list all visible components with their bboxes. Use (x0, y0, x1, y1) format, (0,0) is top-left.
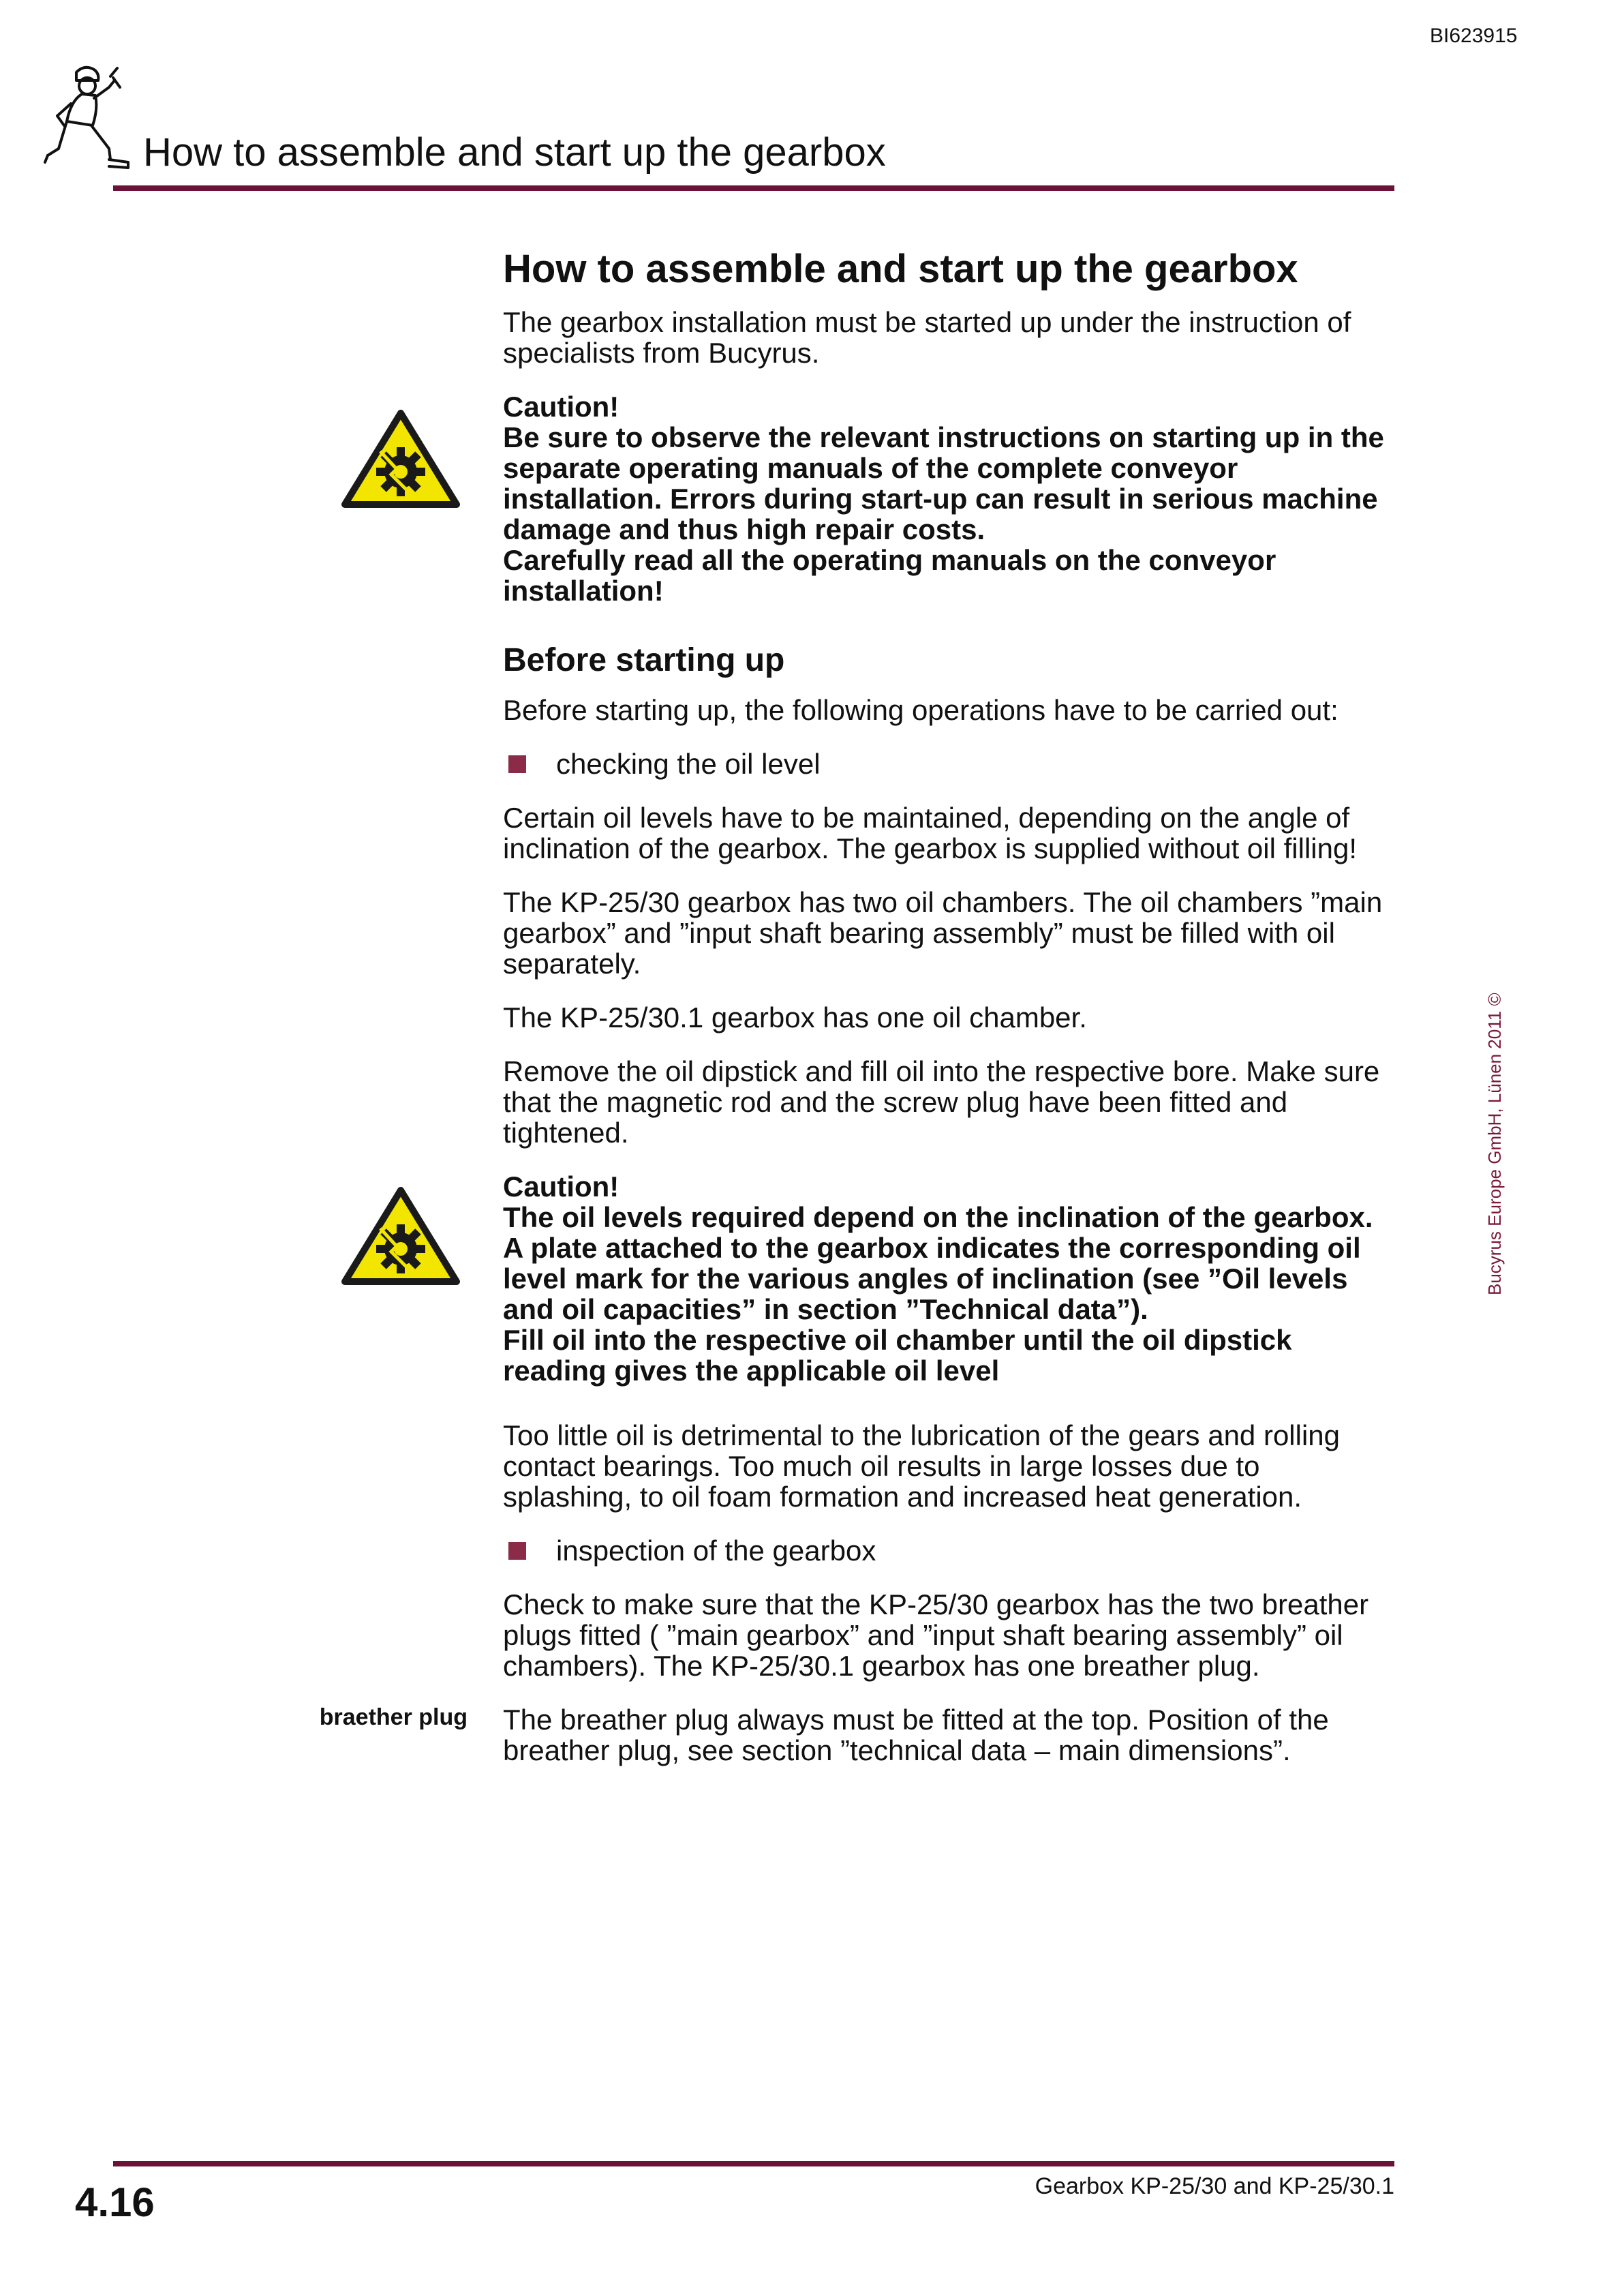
paragraph: Before starting up, the following operations have to be carried out: (503, 694, 1338, 726)
caution-text: The oil levels required depend on the inclination of the gearbox. A plate attached to the gearbox indicates the corresponding oil level mark for the various angles of inclination (see ”Oil levels and oil capacities” in section ”Technical data”). (503, 1201, 1373, 1325)
page-heading: How to assemble and start up the gearbox (503, 247, 1298, 291)
copyright-text: Bucyrus Europe GmbH, Lünen 2011 (1484, 1010, 1505, 1295)
paragraph: Remove the oil dipstick and fill oil into the respective bore. Make sure that the magnetic rod and the screw plug have been fitted and tightened. (503, 1055, 1380, 1149)
bullet-square-icon (508, 1542, 526, 1560)
caution-title: Caution! (503, 1170, 619, 1203)
caution-block (503, 391, 1396, 606)
caution-title: Caution! (503, 391, 619, 423)
bullet-square-icon (508, 755, 526, 773)
caution-text: Be sure to observe the relevant instructions on starting up in the separate operating manuals of the complete conveyor installation. Errors during start-up can result in serious machine damage and thus high repair costs. (503, 421, 1384, 545)
document-id: BI623915 (1430, 25, 1518, 47)
bullet-item (503, 749, 1396, 779)
paragraph: The breather plug always must be fitted at the top. Position of the breather plug, see section ”technical data – main dimensions”. (503, 1704, 1329, 1766)
caution-text: Fill oil into the respective oil chamber until the oil dipstick reading gives the applicable oil level (503, 1324, 1292, 1387)
section-heading: Before starting up (503, 642, 785, 678)
bullet-label: checking the oil level (556, 748, 821, 780)
intro-paragraph: The gearbox installation must be started up under the instruction of specialists from Bucyrus. (503, 306, 1351, 369)
header-title: How to assemble and start up the gearbox (143, 130, 886, 175)
copyright-notice (1484, 995, 1505, 1295)
footer-document-title: Gearbox KP-25/30 and KP-25/30.1 (1035, 2173, 1394, 2199)
worker-icon (44, 60, 139, 176)
machine-damage-warning-icon (341, 408, 461, 510)
paragraph: Certain oil levels have to be maintained, depending on the angle of inclination of the gearbox. The gearbox is supplied without oil filling! (503, 802, 1357, 864)
caution-text: Carefully read all the operating manuals on the conveyor installation! (503, 544, 1276, 607)
paragraph: The KP-25/30.1 gearbox has one oil chamber. (503, 1001, 1087, 1033)
machine-damage-warning-icon (341, 1185, 461, 1287)
page-number: 4.16 (75, 2179, 155, 2225)
paragraph: The KP-25/30 gearbox has two oil chambers. The oil chambers ”main gearbox” and ”input shaft bearing assembly” must be filled with oil separately. (503, 886, 1383, 980)
copyright-symbol: © (1484, 993, 1505, 1006)
paragraph: Check to make sure that the KP-25/30 gearbox has the two breather plugs fitted ( ”main gearbox” and ”input shaft bearing assembly” oil chambers). The KP-25/30.1 gearbox has one breather plug. (503, 1588, 1369, 1682)
paragraph: Too little oil is detrimental to the lubrication of the gears and rolling contact bearings. Too much oil results in large losses due to splashing, to oil foam formation and increased heat generation. (503, 1419, 1341, 1513)
footer-divider (113, 2161, 1394, 2166)
main-content (503, 245, 1396, 1789)
bullet-item (503, 1535, 1396, 1566)
header-divider (113, 185, 1394, 191)
caution-block (503, 1171, 1396, 1386)
bullet-label: inspection of the gearbox (556, 1535, 876, 1567)
margin-label: braether plug (319, 1704, 468, 1730)
